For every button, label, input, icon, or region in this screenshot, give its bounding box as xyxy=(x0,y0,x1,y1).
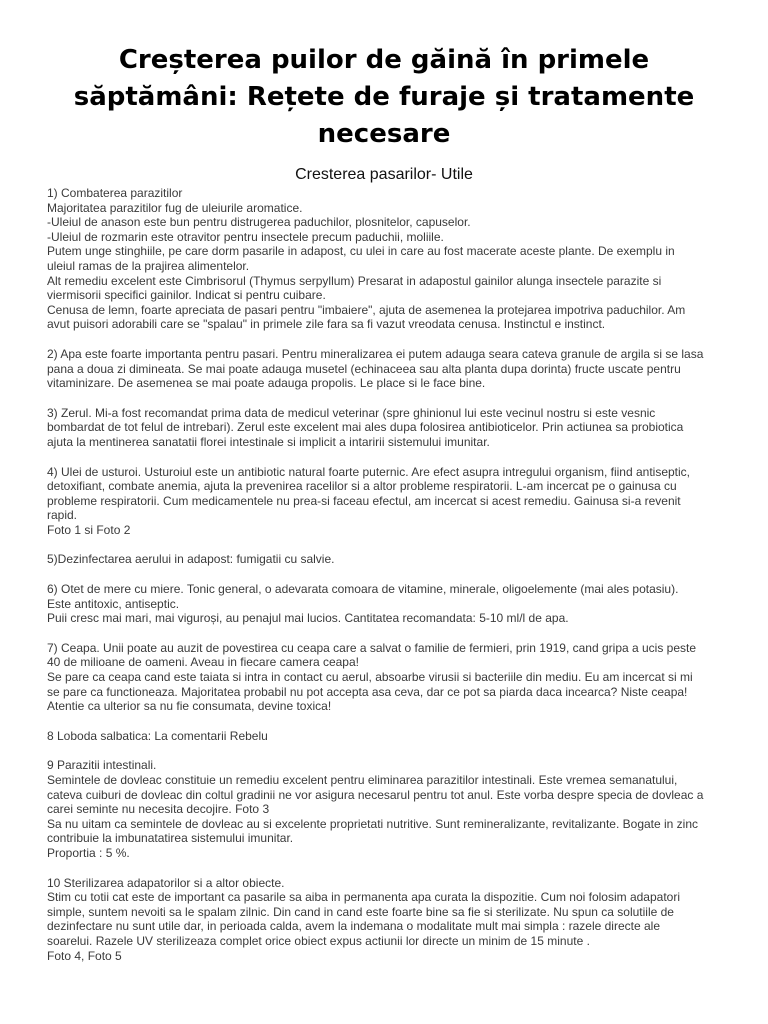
text-line: 8 Loboda salbatica: La comentarii Rebelu xyxy=(47,728,268,743)
text-line: Este antitoxic, antiseptic. xyxy=(47,596,180,611)
document-section xyxy=(47,465,719,538)
text-line: Stim cu totii cat este de important ca pasarile sa aiba in permanenta apa curata la dispozitie. Cum noi folosim adapatori xyxy=(47,890,680,905)
text-line: 4) Ulei de usturoi. Usturoiul este un antibiotic natural foarte puternic. Are efect asupra intregului organism, fiind antiseptic, xyxy=(47,464,691,479)
document-section xyxy=(47,552,719,567)
document-section xyxy=(47,641,719,714)
text-line: viermisorii specifici gainilor. Indicat si pentru cuibare. xyxy=(47,288,326,303)
text-line: bombardat de tot felul de intrebari). Zerul este excelent mai ales dupa folosirea antibioticelor. Prin actiunea sa probiotica xyxy=(47,420,684,435)
text-line: Alt remediu excelent este Cimbrisorul (Thymus serpyllum) Presarat in adapostul gainilor alunga insectele parazite si xyxy=(47,273,662,288)
document-body xyxy=(47,186,719,978)
document-section xyxy=(47,406,719,450)
text-line: Semintele de dovleac constituie un remediu excelent pentru eliminarea parazitilor intestinali. Este vremea semanatului, xyxy=(47,773,678,787)
document-subtitle: Cresterea pasarilor- Utile xyxy=(295,166,473,183)
text-line: Foto 1 si Foto 2 xyxy=(47,522,131,537)
text-line: uleiul ramas de la prajirea alimentelor. xyxy=(47,258,250,273)
text-line: simple, suntem nevoiti sa le spalam zilnic. Din cand in cand este foarte bine sa fie si sterilizate. Nu spun ca solutiile de xyxy=(47,904,674,919)
text-line: Proportia : 5 %. xyxy=(47,845,130,860)
text-line: dezinfectare nu sunt utile dar, in perioada calda, avem la indemana o modalitate mult mai simpla : razele directe ale xyxy=(47,919,661,934)
text-line: carei seminte nu necesita decojire. Foto 3 xyxy=(47,802,270,817)
document-section xyxy=(47,758,719,860)
text-line: 3) Zerul. Mi-a fost recomandat prima data de medicul veterinar (spre ghinionul lui este vecinul nostru si este vesnic xyxy=(47,405,656,420)
text-line: Foto 4, Foto 5 xyxy=(47,948,122,963)
text-line: -Uleiul de rozmarin este otravitor pentru insectele precum paduchii, moliile. xyxy=(47,229,444,244)
text-line: vitaminizare. De asemenea se mai poate adauga propolis. Le place si le face bine. xyxy=(47,376,486,391)
text-line: Putem unge stinghiile, pe care dorm pasarile in adapost, cu ulei in care au fost macerate aceste plante. De exemplu in xyxy=(47,244,675,259)
text-line: Atentie ca ulterior sa nu fie consumata, devine toxica! xyxy=(47,699,332,714)
document-section xyxy=(47,582,719,626)
document-section xyxy=(47,876,719,964)
text-line: 10 Sterilizarea adapatorilor si a altor obiecte. xyxy=(47,875,285,890)
text-line: Puii cresc mai mari, mai viguroși, au penajul mai lucios. Cantitatea recomandata: 5-10 ml/l de apa. xyxy=(47,611,569,626)
text-line: Sa nu uitam ca semintele de dovleac au si excelente proprietati nutritive. Sunt remineralizante, revitalizante. Bogate in zinc xyxy=(47,816,699,831)
text-line: -Uleiul de anason este bun pentru distrugerea paduchilor, plosnitelor, capuselor. xyxy=(47,215,471,230)
text-line: se pare ca functioneaza. Majoritatea probabil nu pot accepta asa ceva, dar ce pot sa piarda daca incearca? Niste ceapa! xyxy=(47,684,688,699)
text-line: 1) Combaterea parazitilor xyxy=(47,186,183,200)
text-line: Majoritatea parazitilor fug de uleiurile aromatice. xyxy=(47,200,303,215)
text-line: 7) Ceapa. Unii poate au auzit de povestirea cu ceapa care a salvat o familie de fermieri, prin 1919, cand gripa a ucis peste xyxy=(47,640,697,655)
document-title: Creșterea puilor de găină în primele săptămâni: Rețete de furaje și tratamente necesare xyxy=(73,45,695,149)
document-section xyxy=(47,347,719,391)
text-line: Cenusa de lemn, foarte apreciata de pasari pentru "imbaiere", ajuta de asemenea la protejarea impotriva paduchilor. Am xyxy=(47,302,686,317)
text-line: 40 de milioane de oameni. Aveau in fiecare camera ceapa! xyxy=(47,655,359,670)
text-line: 2) Apa este foarte importanta pentru pasari. Pentru mineralizarea ei putem adauga seara cateva granule de argila si se lasa xyxy=(47,346,704,361)
text-line: cateva cuiburi de dovleac din coltul gradinii ne vor asigura necesarul pentru tot anul. Este vorba despre specia de dovleac a xyxy=(47,787,704,802)
text-line: rapid. xyxy=(47,508,78,523)
text-line: probleme respiratorii. Cum medicamentele nu prea-si faceau efectul, am incercat si acest remediu. Gainusa si-a revenit xyxy=(47,493,681,508)
text-line: detoxifiant, combate anemia, ajuta la prevenirea racelilor si a altor probleme respiratorii. L-am incercat pe o gainusa cu xyxy=(47,479,677,494)
text-line: avut puisori adorabili care se "spalau" in primele zile fara sa fi vazut vreodata cenusa. Instinctul e instinct. xyxy=(47,317,606,332)
text-line: soarelui. Razele UV sterilizeaza complet orice obiect expus actiunii lor directe un minim de 15 minute . xyxy=(47,933,590,948)
text-line: contribuie la imbunatatirea sistemului imunitar. xyxy=(47,831,294,846)
text-line: pana a doua zi dimineata. Se mai poate adauga musetel (echinaceea sau alta planta dupa dorinta) fructe uscate pentru xyxy=(47,361,681,376)
text-line: 5)Dezinfectarea aerului in adapost: fumigatii cu salvie. xyxy=(47,552,335,567)
text-line: 9 Parazitii intestinali. xyxy=(47,758,157,773)
document-section xyxy=(47,729,719,744)
text-line: 6) Otet de mere cu miere. Tonic general, o adevarata comoara de vitamine, minerale, oligoelemente (mai ales potasiu). xyxy=(47,582,679,597)
document-section xyxy=(47,186,719,332)
text-line: Se pare ca ceapa cand este taiata si intra in contact cu aerul, absoarbe virusii si bacteriile din mediu. Eu am incercat si mi xyxy=(47,670,693,685)
text-line: ajuta la mentinerea sanatatii florei intestinale si implicit a intaririi sistemului imunitar. xyxy=(47,434,490,449)
